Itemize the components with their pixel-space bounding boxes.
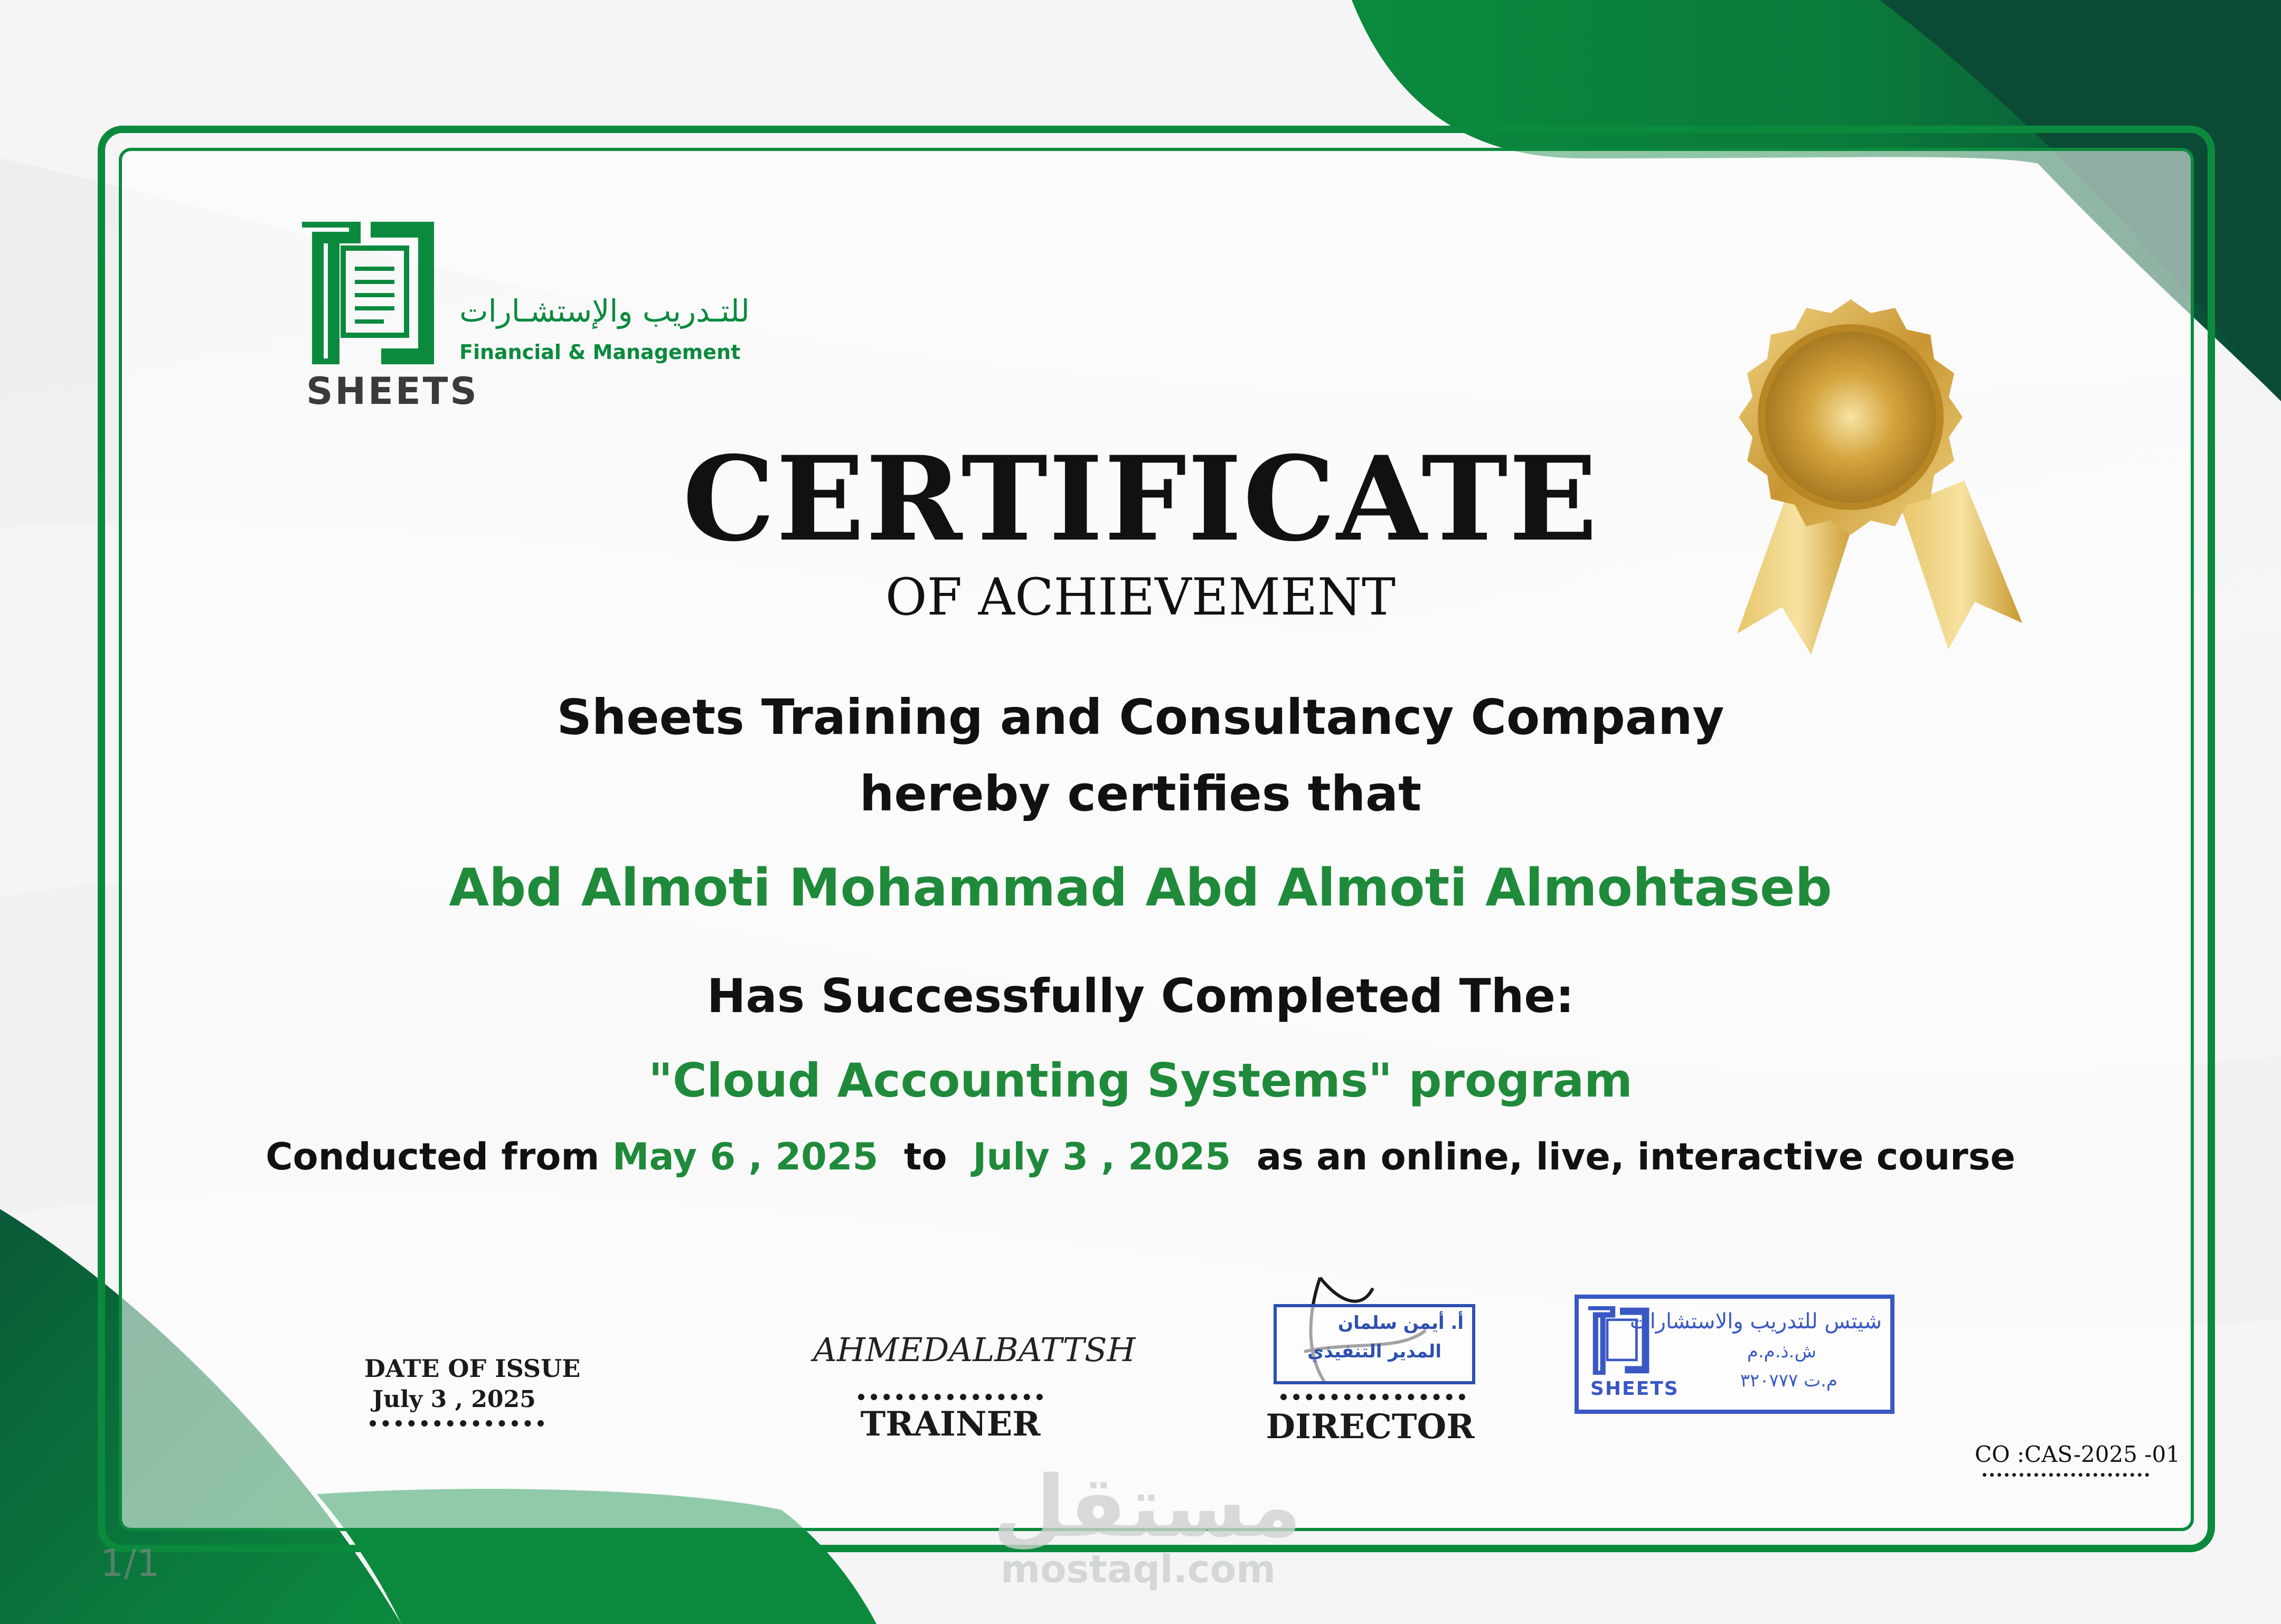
director-stamp-title: المدير التنفيذي [1307, 1341, 1441, 1362]
sheets-logo-icon [302, 222, 439, 364]
start-date: May 6 , 2025 [612, 1135, 879, 1178]
certificate-code: CO :CAS-2025 -01 [1975, 1441, 2180, 1467]
director-dotted-line [1280, 1394, 1465, 1400]
code-dotted-line [1983, 1473, 2149, 1477]
page-indicator: 1/1 [100, 1542, 160, 1585]
conducted-line [0, 1135, 2281, 1178]
watermark-latin: mostaql.com [1001, 1547, 1276, 1591]
recipient-name: Abd Almoti Mohammad Abd Almoti Almohtaseb [449, 858, 1832, 918]
logo-arabic-tagline: للتـدريب والإستشـارات [459, 293, 750, 329]
company-stamp-line2: ش.ذ.م.م [1747, 1341, 1816, 1362]
certifies-line: hereby certifies that [859, 766, 1422, 822]
issue-dotted-line [370, 1420, 544, 1427]
trainer-dotted-line [858, 1394, 1043, 1400]
certificate-title: CERTIFICATE [682, 430, 1599, 567]
director-stamp [1274, 1304, 1475, 1384]
director-stamp-name: أ. أيمن سلمان [1338, 1313, 1464, 1334]
company-stamp [1575, 1295, 1894, 1414]
program-name: "Cloud Accounting Systems" program [648, 1053, 1633, 1108]
company-stamp-brand: SHEETS [1590, 1378, 1679, 1400]
company-stamp-line1: شيتس للتدريب والاستشارات [1629, 1309, 1882, 1334]
certificate-subtitle: OF ACHIEVEMENT [885, 568, 1396, 627]
logo-brand: SHEETS [306, 370, 479, 413]
company-stamp-line3: م.ت ٣٢٠٧٧٧ [1740, 1370, 1837, 1391]
conducted-prefix: Conducted from [266, 1135, 600, 1178]
watermark-arabic: مستقل [993, 1457, 1302, 1556]
trainer-signature: AHMEDALBATTSH [813, 1330, 1136, 1369]
director-label: DIRECTOR [1266, 1407, 1475, 1447]
completed-line: Has Successfully Completed The: [706, 969, 1575, 1023]
conducted-suffix: as an online, live, interactive course [1256, 1135, 2015, 1178]
end-date: July 3 , 2025 [973, 1135, 1231, 1178]
company-line: Sheets Training and Consultancy Company [557, 689, 1724, 745]
logo-english-tagline: Financial & Management [459, 341, 741, 364]
issue-date: July 3 , 2025 [372, 1386, 536, 1413]
trainer-label: TRAINER [860, 1404, 1041, 1444]
issue-label: DATE OF ISSUE [364, 1354, 581, 1383]
to-word: to [904, 1135, 947, 1178]
